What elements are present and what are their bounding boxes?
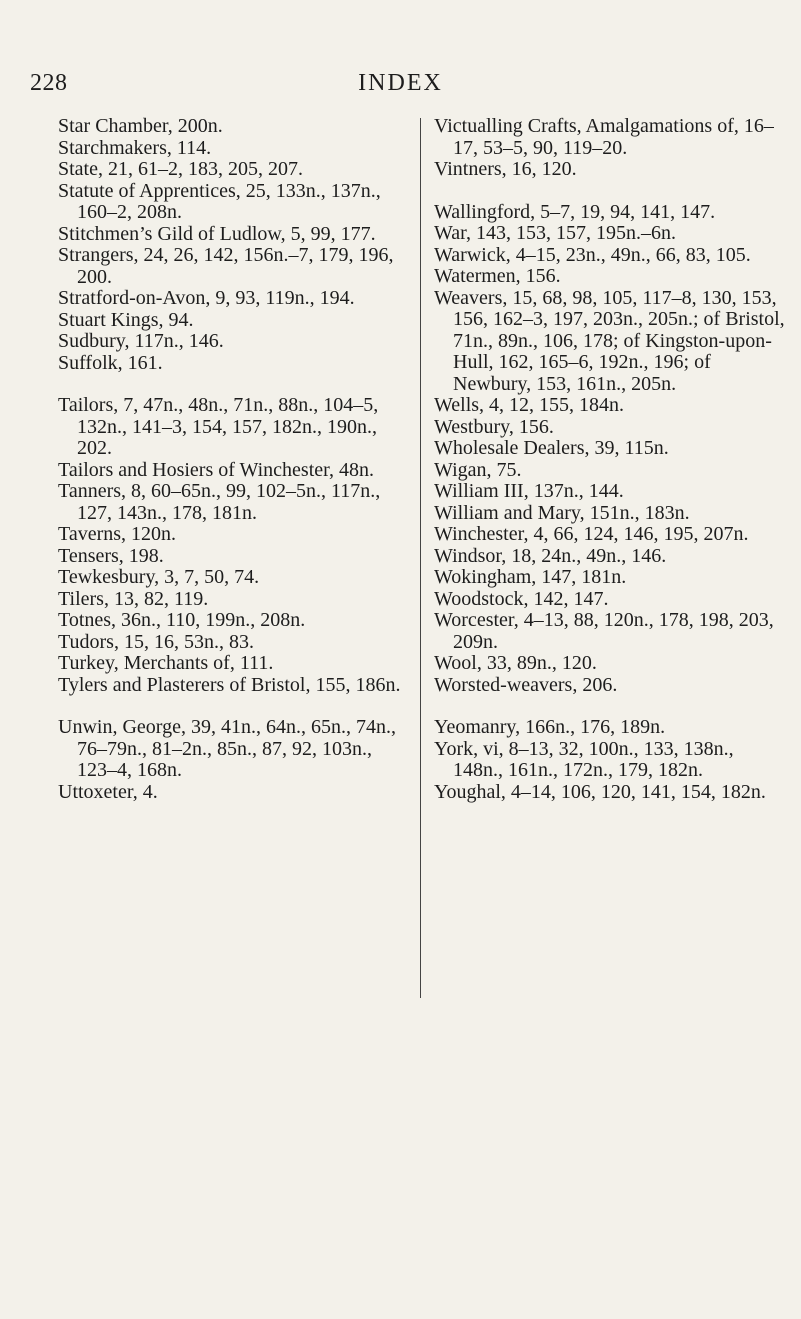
index-entry: Taverns, 120n.: [58, 523, 177, 545]
index-entry: Unwin, George, 39, 41n., 64n., 65n., 74n., 76–79n., 81–2n., 85n., 87, 92, 103n., 123–4, 168n.: [58, 716, 396, 781]
index-entry: Tensers, 198.: [58, 544, 164, 567]
index-group-t: [58, 395, 406, 696]
index-entry: William and Mary, 151n., 183n.: [434, 501, 690, 524]
index-entry: Starchmakers, 114.: [58, 136, 212, 159]
index-entry: Tewkesbury, 3, 7, 50, 74.: [58, 566, 260, 588]
index-entry: Worcester, 4–13, 88, 120n., 178, 198, 203, 209n.: [434, 609, 774, 653]
index-entry: Strangers, 24, 26, 142, 156n.–7, 179, 196, 200.: [58, 244, 394, 288]
page-title: INDEX: [358, 70, 443, 96]
index-entry: Tudors, 15, 16, 53n., 83.: [58, 630, 254, 653]
index-entry: Suffolk, 161.: [58, 351, 163, 374]
index-entry: Wallingford, 5–7, 19, 94, 141, 147.: [434, 200, 716, 223]
index-entry: Turkey, Merchants of, 111.: [58, 652, 274, 674]
index-entry: York, vi, 8–13, 32, 100n., 133, 138n., 148n., 161n., 172n., 179, 182n.: [434, 737, 734, 781]
index-entry: Youghal, 4–14, 106, 120, 141, 154, 182n.: [434, 780, 766, 803]
index-entry: William III, 137n., 144.: [434, 480, 624, 502]
index-group-s: [58, 116, 406, 374]
index-entry: Sudbury, 117n., 146.: [58, 330, 224, 352]
index-entry: Statute of Apprentices, 25, 133n., 137n., 160–2, 208n.: [58, 179, 381, 223]
index-entry: Wholesale Dealers, 39, 115n.: [434, 437, 669, 459]
index-entry: Weavers, 15, 68, 98, 105, 117–8, 130, 153, 156, 162–3, 197, 203n., 205n.; of Bristol, 71n., 89n., 106, 178; of Kingston-upon-Hull, 162, 165–6, 192n., 196; of Newbury, 153, 161n., 205n.: [434, 286, 785, 395]
index-group-w: [434, 202, 786, 697]
index-group-y: [434, 717, 786, 803]
index-column-right: [434, 116, 786, 824]
index-entry: Tilers, 13, 82, 119.: [58, 587, 209, 610]
index-group-u: [58, 717, 406, 803]
index-entry: Woodstock, 142, 147.: [434, 587, 609, 610]
index-entry: Wells, 4, 12, 155, 184n.: [434, 394, 625, 416]
index-entry: Watermen, 156.: [434, 265, 561, 287]
page-number: 228: [30, 70, 68, 96]
index-group-v: [434, 116, 786, 181]
index-entry: Wool, 33, 89n., 120.: [434, 652, 597, 674]
index-entry: Vintners, 16, 120.: [434, 158, 577, 180]
column-divider: [420, 118, 421, 998]
index-column-left: [58, 116, 406, 824]
index-entry: Wigan, 75.: [434, 458, 522, 481]
index-entry: Westbury, 156.: [434, 415, 554, 438]
index-entry: Wokingham, 147, 181n.: [434, 566, 627, 588]
index-entry: Winchester, 4, 66, 124, 146, 195, 207n.: [434, 523, 749, 545]
index-entry: Tailors, 7, 47n., 48n., 71n., 88n., 104–5, 132n., 141–3, 154, 157, 182n., 190n., 202.: [58, 394, 379, 459]
index-entry: Windsor, 18, 24n., 49n., 146.: [434, 544, 667, 567]
index-entry: Stratford-on-Avon, 9, 93, 119n., 194.: [58, 287, 355, 309]
index-entry: Tailors and Hosiers of Winchester, 48n.: [58, 458, 374, 481]
index-entry: Stuart Kings, 94.: [58, 308, 194, 331]
index-entry: Worsted-weavers, 206.: [434, 673, 618, 696]
index-entry: Tanners, 8, 60–65n., 99, 102–5n., 117n., 127, 143n., 178, 181n.: [58, 480, 381, 524]
index-entry: State, 21, 61–2, 183, 205, 207.: [58, 158, 303, 180]
index-entry: Tylers and Plasterers of Bristol, 155, 186n.: [58, 673, 401, 696]
index-entry: Victualling Crafts, Amalgamations of, 16–17, 53–5, 90, 119–20.: [434, 115, 774, 159]
index-entry: Yeomanry, 166n., 176, 189n.: [434, 716, 666, 738]
index-entry: Uttoxeter, 4.: [58, 780, 158, 803]
index-entry: Stitchmen’s Gild of Ludlow, 5, 99, 177.: [58, 222, 376, 245]
index-entry: Totnes, 36n., 110, 199n., 208n.: [58, 609, 306, 631]
index-entry: Star Chamber, 200n.: [58, 115, 223, 137]
index-entry: Warwick, 4–15, 23n., 49n., 66, 83, 105.: [434, 243, 751, 266]
index-entry: War, 143, 153, 157, 195n.–6n.: [434, 222, 677, 244]
